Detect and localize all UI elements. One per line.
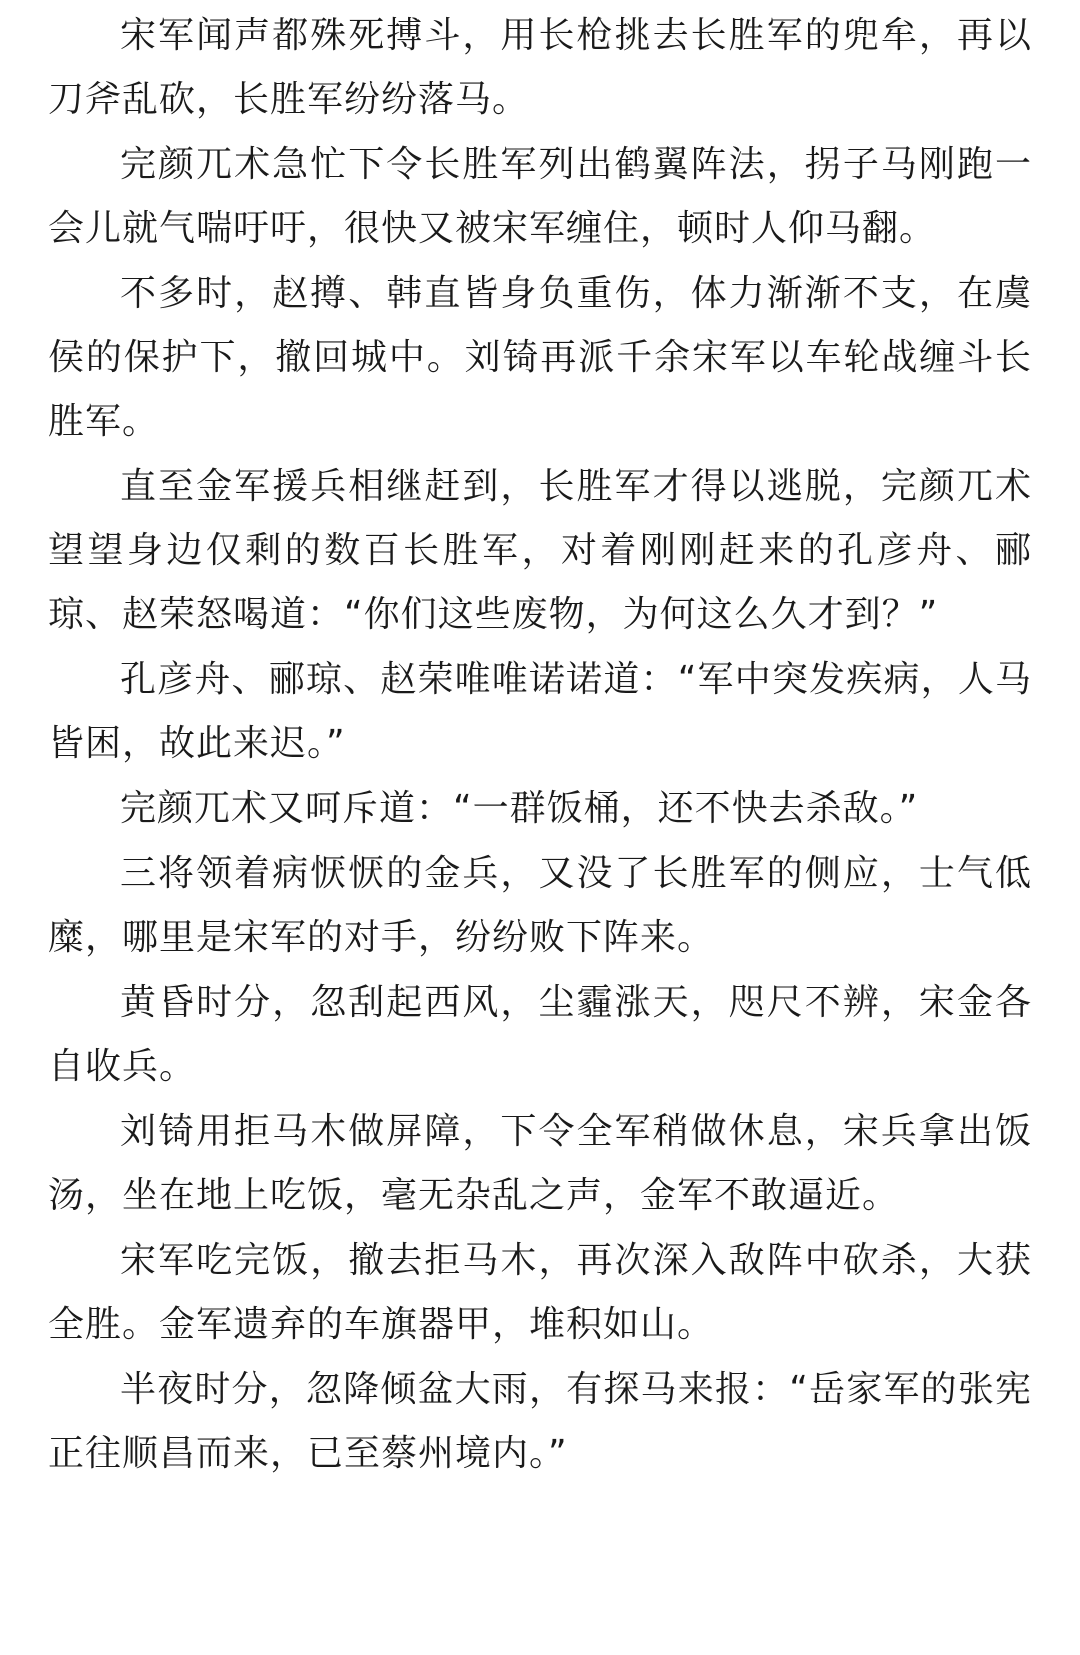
paragraph-10: 宋军吃完饭，撤去拒马木，再次深入敌阵中砍杀，大获全胜。金军遗弃的车旗器甲，堆积如山。 [48,1240,1032,1345]
paragraph-3: 不多时，赵撙、韩直皆身负重伤，体力渐渐不支，在虞侯的保护下，撤回城中。刘锜再派千余宋军以车轮战缠斗长胜军。 [48,273,1032,442]
document-page [0,4,1080,1655]
paragraph-8: 黄昏时分，忽刮起西风，尘霾涨天，咫尺不辨，宋金各自收兵。 [48,982,1032,1087]
paragraph-2: 完颜兀术急忙下令长胜军列出鹤翼阵法，拐子马刚跑一会儿就气喘吁吁，很快又被宋军缠住，顿时人仰马翻。 [48,144,1032,249]
paragraph-4: 直至金军援兵相继赶到，长胜军才得以逃脱，完颜兀术望望身边仅剩的数百长胜军，对着刚刚赶来的孔彦舟、郦琼、赵荣怒喝道：“你们这些废物，为何这么久才到？” [48,466,1032,635]
paragraph-6: 完颜兀术又呵斥道：“一群饭桶，还不快去杀敌。” [120,788,919,829]
paragraph-5: 孔彦舟、郦琼、赵荣唯唯诺诺道：“军中突发疾病，人马皆困，故此来迟。” [48,659,1032,764]
paragraph-9: 刘锜用拒马木做屏障，下令全军稍做休息，宋兵拿出饭汤，坐在地上吃饭，毫无杂乱之声，金军不敢逼近。 [48,1111,1032,1216]
paragraph-7: 三将领着病恹恹的金兵，又没了长胜军的侧应，士气低糜，哪里是宋军的对手，纷纷败下阵来。 [48,853,1032,958]
paragraph-1: 宋军闻声都殊死搏斗，用长枪挑去长胜军的兜牟，再以刀斧乱砍，长胜军纷纷落马。 [48,15,1032,120]
paragraph-11: 半夜时分，忽降倾盆大雨，有探马来报：“岳家军的张宪正往顺昌而来，已至蔡州境内。” [48,1369,1032,1474]
